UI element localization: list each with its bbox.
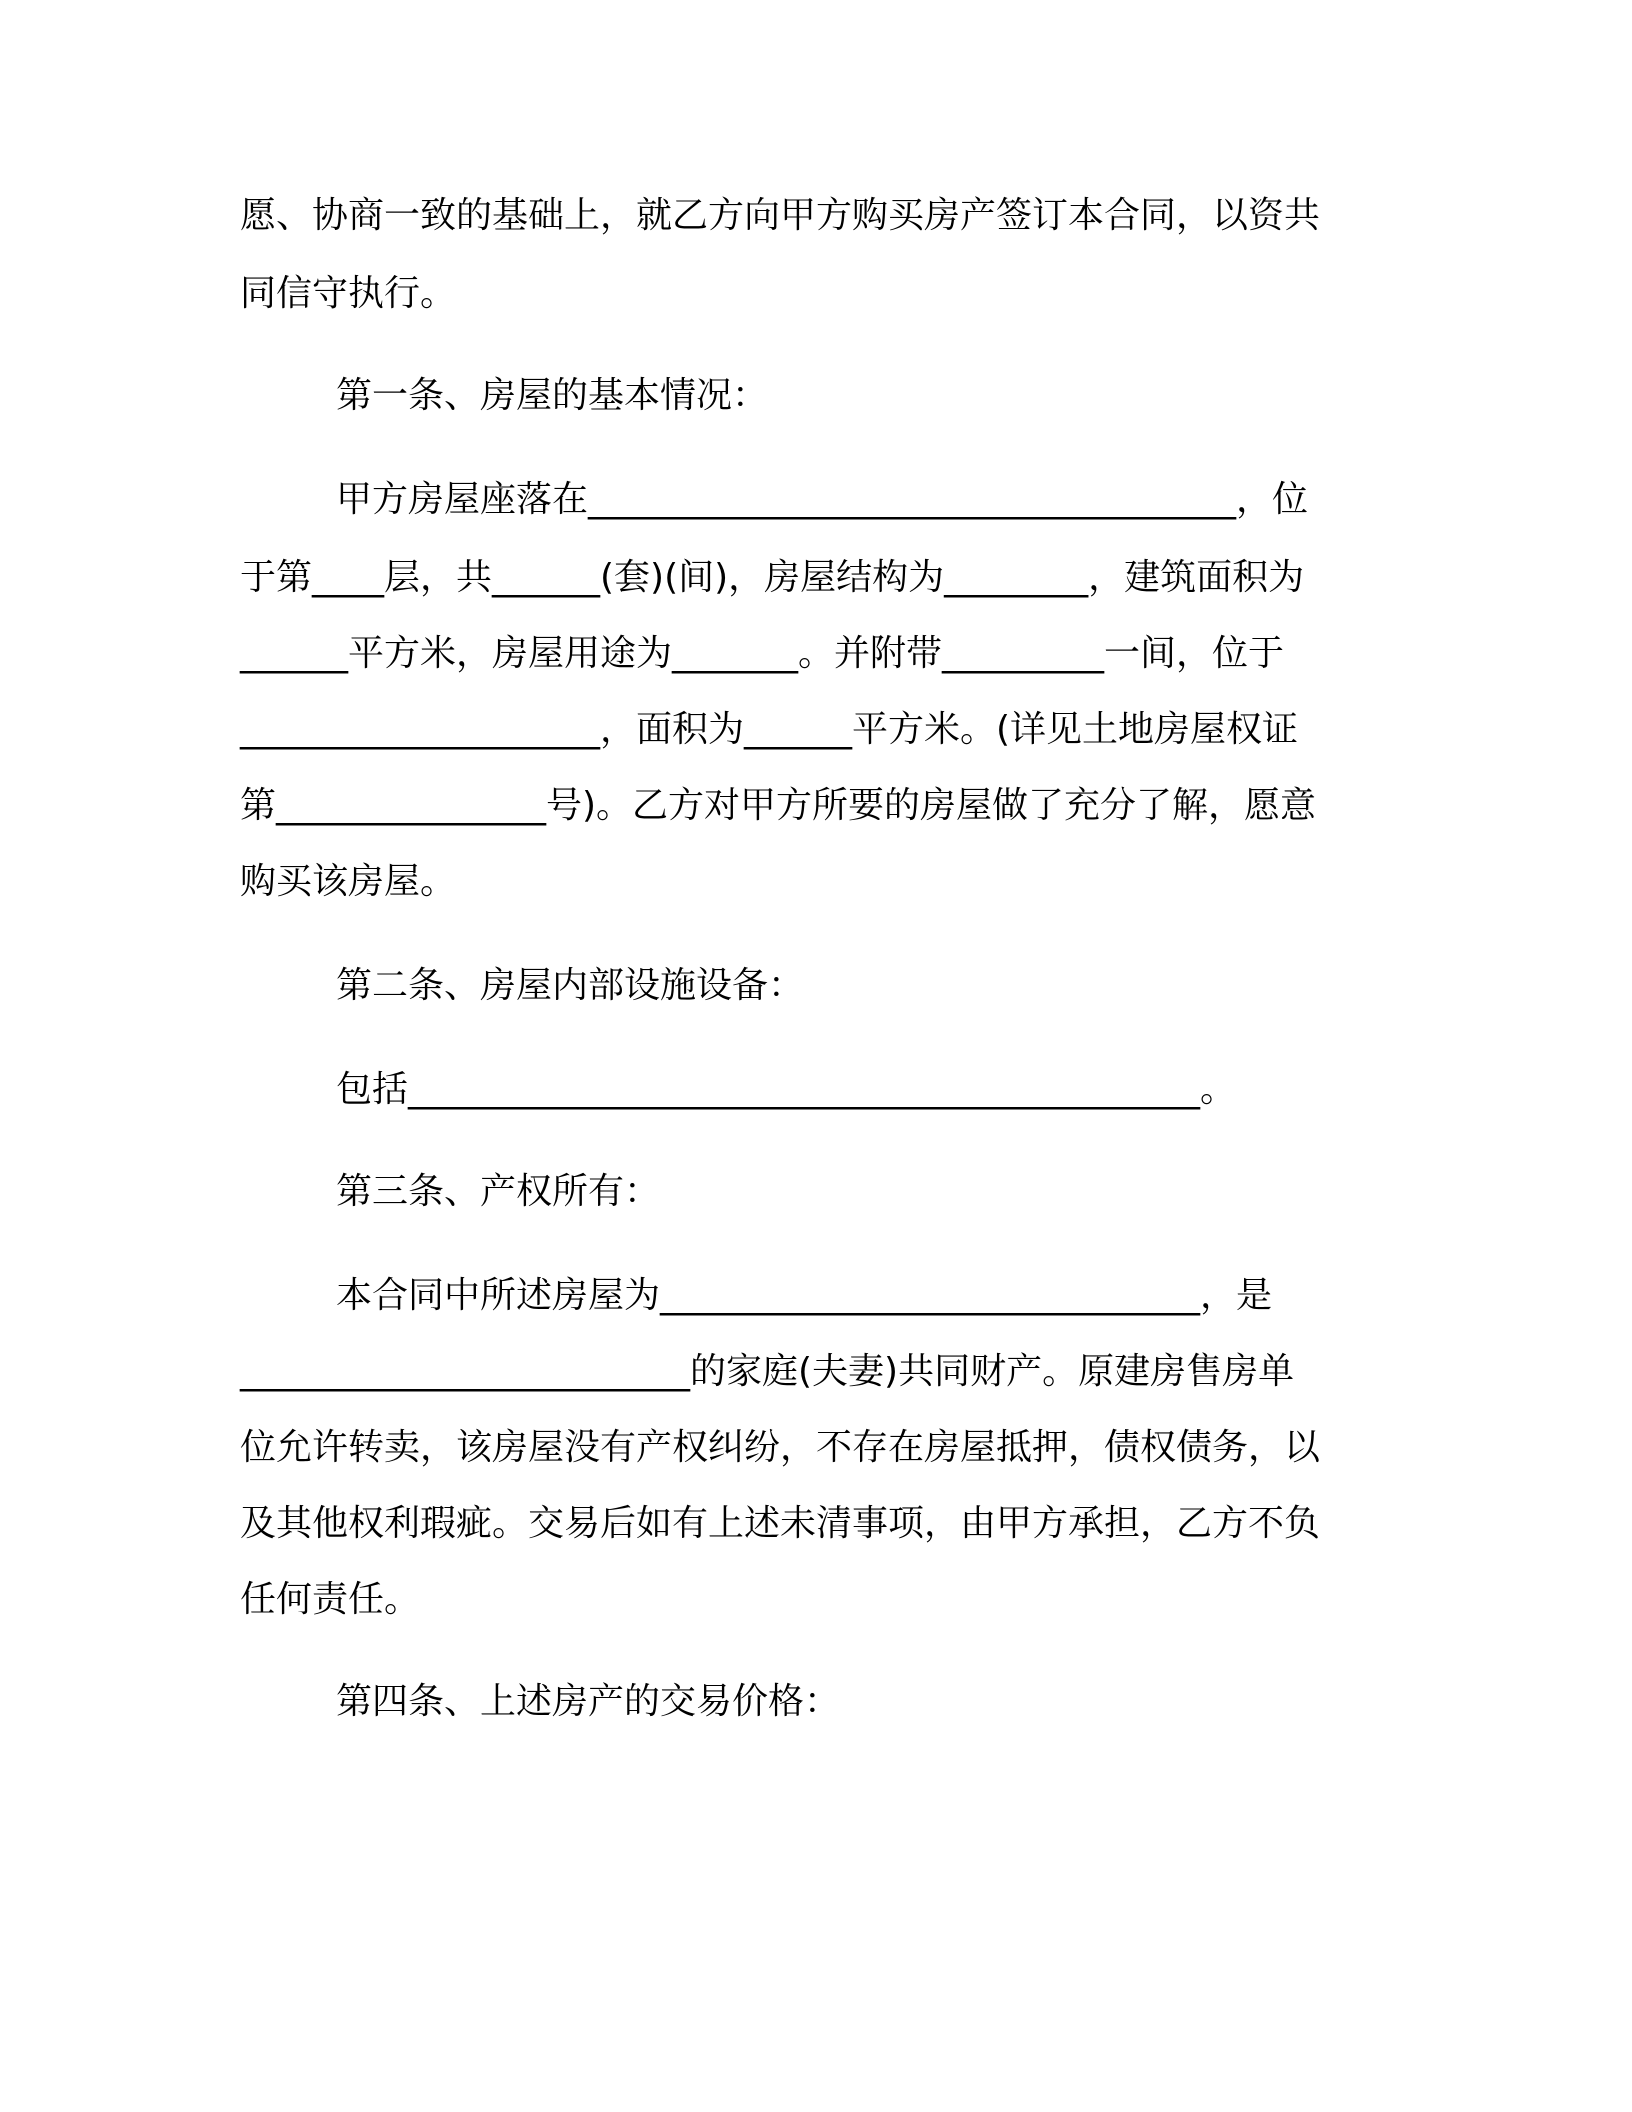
article-1-line-5: 第_______________号)。乙方对甲方所要的房屋做了充分了解，愿意 — [240, 785, 1317, 826]
article-3-line-5: 任何责任。 — [240, 1579, 421, 1620]
article-1-line-2: 于第____层，共______(套)(间)，房屋结构为________，建筑面积为 — [240, 557, 1305, 598]
article-2-heading: 第二条、房屋内部设施设备： — [336, 965, 805, 1006]
article-4-heading: 第四条、上述房产的交易价格： — [336, 1681, 841, 1722]
article-1-heading: 第一条、房屋的基本情况： — [336, 375, 769, 416]
article-1-line-1: 甲方房屋座落在____________________________________，位 — [336, 479, 1309, 520]
article-1-line-4: ____________________，面积为______平方米。(详见土地房屋权证 — [240, 709, 1299, 750]
paragraph-intro-line-2: 同信守执行。 — [240, 273, 457, 314]
article-3-line-3: 位允许转卖，该房屋没有产权纠纷，不存在房屋抵押，债权债务，以 — [240, 1427, 1321, 1468]
paragraph-intro-line-1: 愿、协商一致的基础上，就乙方向甲方购买房产签订本合同，以资共 — [240, 195, 1321, 236]
article-1-line-3: ______平方米，房屋用途为_______。并附带_________一间，位于 — [240, 633, 1285, 674]
article-3-line-2: _________________________的家庭(夫妻)共同财产。原建房售房单 — [240, 1351, 1295, 1392]
article-3-heading: 第三条、产权所有： — [336, 1171, 661, 1212]
article-2-line-1: 包括____________________________________________。 — [336, 1069, 1236, 1110]
article-3-line-4: 及其他权利瑕疵。交易后如有上述未清事项，由甲方承担，乙方不负 — [240, 1503, 1321, 1544]
article-1-line-6: 购买该房屋。 — [240, 861, 457, 902]
article-3-line-1: 本合同中所述房屋为______________________________，是 — [336, 1275, 1273, 1316]
